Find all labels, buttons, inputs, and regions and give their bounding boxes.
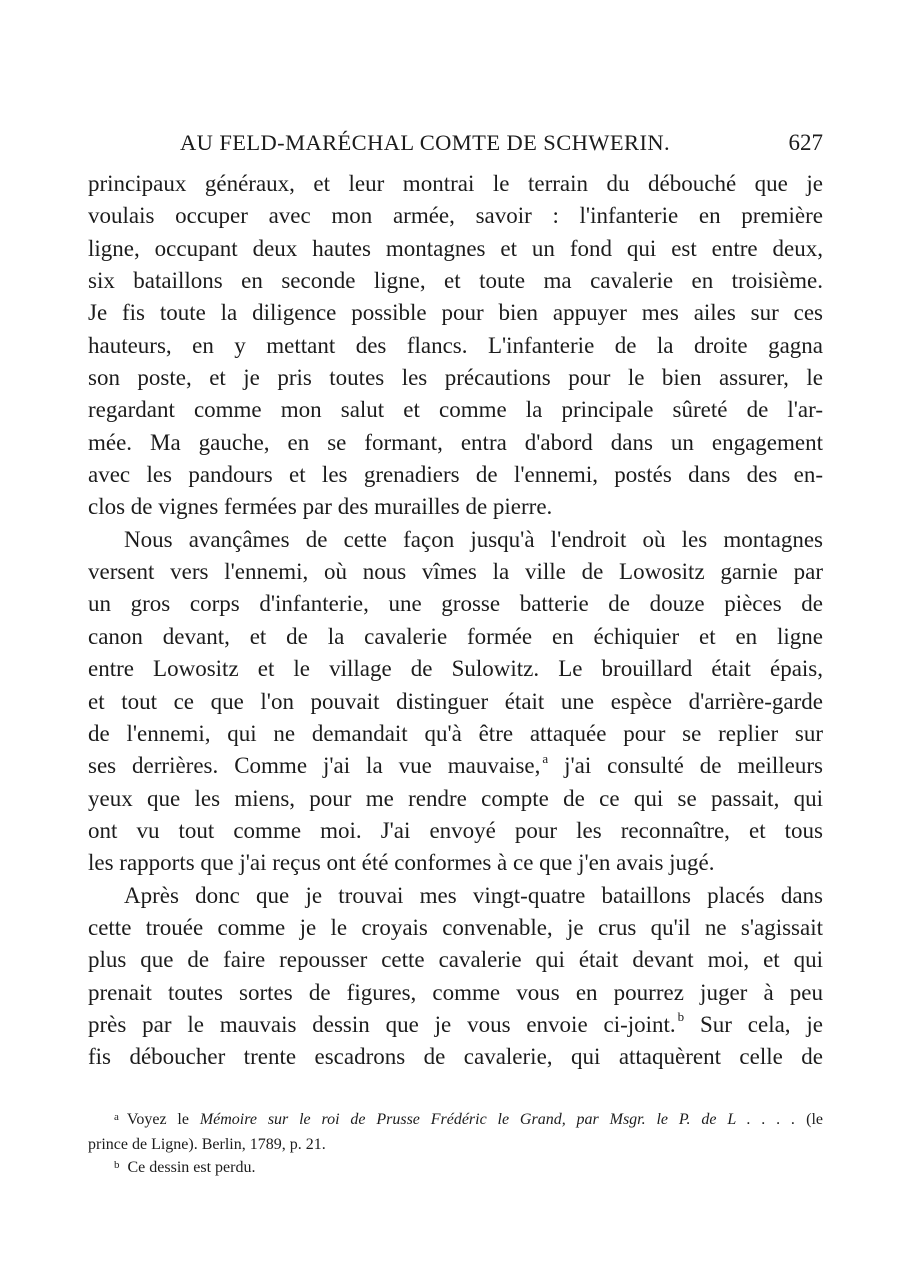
text-line: ont vu tout comme moi. J'ai envoyé pour les reconnaître, et tous <box>88 817 823 843</box>
footnote-a-text: (le <box>795 1111 824 1128</box>
footnote-b <box>88 1156 823 1181</box>
text-line: yeux que les miens, pour me rendre compte de ce qui se passait, qui <box>88 785 823 811</box>
text-line: cette trouée comme je le croyais convenable, je crus qu'il ne s'agissait <box>88 914 823 940</box>
text-line: et tout ce que l'on pouvait distinguer était une espèce d'arrière-garde <box>88 688 823 714</box>
text-line: de l'ennemi, qui ne demandait qu'à être attaquée pour se replier sur <box>88 720 823 746</box>
page-number: 627 <box>788 130 823 155</box>
footnote-ref-b[interactable]: b <box>677 1009 685 1025</box>
text-line: voulais occuper avec mon armée, savoir : l'infanterie en première <box>88 203 823 229</box>
running-title: AU FELD-MARÉCHAL COMTE DE SCHWERIN. <box>180 130 671 155</box>
text-line: hauteurs, en y mettant des flancs. L'infanterie de la droite gagna <box>88 332 823 358</box>
text-line: versent vers l'ennemi, où nous vîmes la ville de Lowositz garnie par <box>88 559 823 585</box>
text-line: clos de vignes fermées par des murailles de pierre. <box>88 494 553 520</box>
running-head <box>88 126 823 162</box>
text-line: regardant comme mon salut et comme la principale sûreté de l'ar- <box>88 397 823 423</box>
footnote-a-title: Mémoire sur le roi de Prusse Frédéric le Grand, par Msgr. le P. de L . . . . <box>199 1111 796 1128</box>
line-segment: j'ai consulté de meilleurs <box>548 753 823 779</box>
text-line: plus que de faire repousser cette cavalerie qui était devant moi, et qui <box>88 947 823 973</box>
text-line: un gros corps d'infanterie, une grosse batterie de douze pièces de <box>88 591 823 617</box>
footnote-a <box>88 1108 823 1133</box>
text-line-with-footnote <box>88 750 823 782</box>
text-line: avec les pandours et les grenadiers de l'ennemi, postés dans des en- <box>88 462 823 488</box>
text-line: Nous avançâmes de cette façon jusqu'à l'endroit où les montagnes <box>124 526 823 552</box>
text-line: canon devant, et de la cavalerie formée en échiquier et en ligne <box>88 623 823 649</box>
text-line: fis déboucher trente escadrons de cavalerie, qui attaquèrent celle de <box>88 1044 823 1070</box>
text-line: mée. Ma gauche, en se formant, entra d'abord dans un engagement <box>88 429 823 455</box>
text-line: Après donc que je trouvai mes vingt-quatre bataillons placés dans <box>124 882 823 908</box>
footnote-ref-a[interactable]: a <box>542 750 549 766</box>
text-line: prenait toutes sortes de figures, comme vous en pourrez juger à peu <box>88 979 823 1005</box>
text-line: ligne, occupant deux hautes montagnes et un fond qui est entre deux, <box>88 235 823 261</box>
line-segment: près par le mauvais dessin que je vous envoie ci-joint. <box>88 1011 676 1037</box>
text-line-with-footnote <box>88 1009 823 1041</box>
footnote-a-continuation: prince de Ligne). Berlin, 1789, p. 21. <box>88 1136 326 1153</box>
footnote-b-text: Ce dessin est perdu. <box>127 1159 256 1176</box>
text-line: six bataillons en seconde ligne, et toute ma cavalerie en troisième. <box>88 268 823 294</box>
text-line: principaux généraux, et leur montrai le terrain du débouché que je <box>88 171 823 196</box>
text-line: entre Lowositz et le village de Sulowitz. Le brouillard était épais, <box>88 656 823 682</box>
footnote-a-text: Voyez le <box>126 1111 200 1128</box>
text-line: son poste, et je pris toutes les précautions pour le bien assurer, le <box>88 365 823 391</box>
line-segment: Sur cela, je <box>684 1011 823 1037</box>
footnote-marker-b: b <box>114 1159 120 1171</box>
text-line: Je fis toute la diligence possible pour bien appuyer mes ailes sur ces <box>88 300 823 326</box>
line-segment: ses derrières. Comme j'ai la vue mauvaise, <box>88 753 541 779</box>
footnotes <box>88 1108 823 1181</box>
text-line: les rapports que j'ai reçus ont été conformes à ce que j'en avais jugé. <box>88 850 715 876</box>
footnote-marker-a: a <box>114 1111 119 1123</box>
body-text <box>88 168 823 1074</box>
